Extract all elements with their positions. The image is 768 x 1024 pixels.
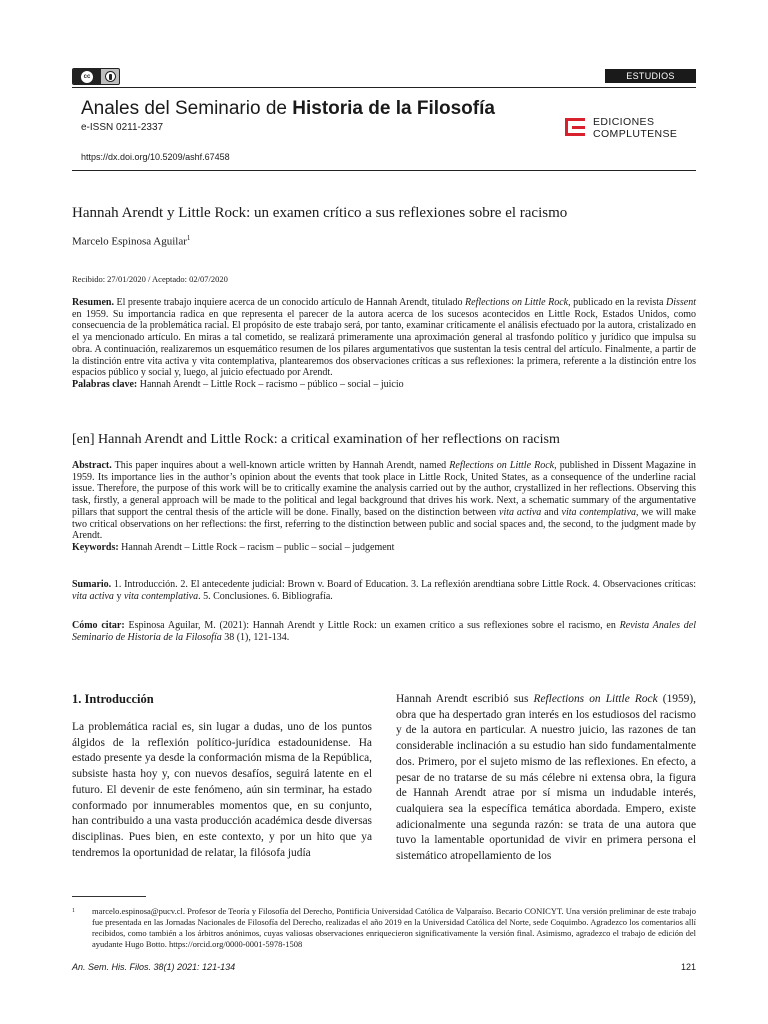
publisher-logo-icon <box>565 118 585 138</box>
footer-citation: An. Sem. His. Filos. 38(1) 2021: 121-134 <box>72 962 236 972</box>
section-tag: ESTUDIOS <box>605 69 696 83</box>
footnote-text: marcelo.espinosa@pucv.cl. Profesor de Teoría y Filosofía del Derecho, Pontificia Universidad Católica de Valparaíso. Becario CONICYT. Una versión preliminar de este trabajo fue presentada en las Jornadas Nacionales de Filosofía del Derecho, realizadas el año 2019 en la Universidad Católica del Norte, sede Coquimbo. Agradezco los comentarios allí recibidos, como también a los árbitros anónimos, cuyas valiosas observaciones enriquecieron significativamente la versión final. Asimismo, agradezco el trabajo de edición del ayudante Hugo Botto. https://orcid.org/0000-0001-5978-1508 <box>92 906 696 949</box>
publisher <box>565 116 677 140</box>
footnote <box>72 906 696 950</box>
dates: Recibido: 27/01/2020 / Aceptado: 02/07/2020 <box>72 274 228 284</box>
english-title: [en] Hannah Arendt and Little Rock: a critical examination of her reflections on racism <box>72 432 560 447</box>
journal-header <box>72 87 696 171</box>
footnote-number: 1 <box>72 908 75 914</box>
footnote-rule <box>72 896 146 897</box>
abstract: Abstract. This paper inquires about a well-known article written by Hannah Arendt, named Reflections on Little Rock, published in Dissent Magazine in 1959. Its importance lies in the author’s opinion about the events that took place in Little Rock, United States, as a consequence of the underline racial issue. Therefore, the purpose of this work will be to critically examine the analysis carried out by the author, crystallized in her reflections. Observing this task, firstly, a general approach will be made to the political and legal background that drives his work. Next, a schematic summary of the argumentative pillars that support the central thesis of the article will be done. Finally, based on the distinction between vita activa and vita contemplativa, we will make two critical observations on her reflections: the first, referring to the distinction between public and social spaces and, the second, to the judgment made by Arendt. Keywords: Hannah Arendt – Little Rock – racism – public – social – judgement <box>72 460 696 553</box>
by-icon <box>105 71 116 82</box>
resumen: Resumen. El presente trabajo inquiere acerca de un conocido artículo de Hannah Arendt, titulado Reflections on Little Rock, publicado en la revista Dissent en 1959. Su importancia radica en que representa el parecer de la autora acerca de los sucesos acontecidos en Little Rock, Estados Unidos, como consecuencia de la problemática racial. El propósito de este trabajo será, por tanto, examinar críticamente el análisis efectuado por la autora, cristalizado en el ya mencionado artículo. En miras a tal cometido, se realizará primeramente una aproximación general al trasfondo político y jurídico que impulsa su obra. A continuación, realizaremos un esquemático resumen de los pilares argumentativos que sustentan la tesis central del artículo. Finalmente, a partir de la distinción entre vita activa y vita contemplativa, plantearemos dos observaciones críticas a sus reflexiones: la primera, referente a la distinción entre los espacios público y social y, luego, al juicio efectuado por Arendt. Palabras clave: Hannah Arendt – Little Rock – racismo – público – social – juicio <box>72 297 696 390</box>
cc-icon: cc <box>73 69 101 84</box>
journal-title: Anales del Seminario de Historia de la Filosofía <box>81 98 495 119</box>
issn: e-ISSN 0211-2337 <box>81 122 164 133</box>
doi-link[interactable]: https://dx.doi.org/10.5209/ashf.67458 <box>81 152 230 162</box>
how-to-cite: Cómo citar: Espinosa Aguilar, M. (2021): Hannah Arendt y Little Rock: un examen crítico a sus reflexiones sobre el racismo, en Revista Anales del Seminario de Historia de la Filosofía 38 (1), 121-134. <box>72 620 696 643</box>
section-heading: 1. Introducción <box>72 692 154 706</box>
cc-license-badge[interactable] <box>72 68 120 85</box>
body-column-right: Hannah Arendt escribió sus Reflections on Little Rock (1959), obra que ha despertado gran interés en los estudiosos del racismo y de la autora en particular. A nuestro juicio, las razones de tan considerable inclinación a su estudio han sido fundamentalmente dos. Primero, por el sujeto mismo de las reflexiones. En efecto, a pesar de no tratarse de su más célebre ni extensa obra, la figura de Hannah Arendt atrae por sí misma un indudable interés, cualquiera sea la específica temática abordada. Empero, existe adicionalmente una segunda razón: se trata de una autora que tuvo la lamentable oportunidad de vivir en primera persona el sistemático atropellamiento de los <box>396 693 696 863</box>
publisher-name: EDICIONES COMPLUTENSE <box>593 116 678 140</box>
body-column-left: La problemática racial es, sin lugar a dudas, uno de los puntos álgidos de la reflexión político-jurídica estadounidense. Ha estado presente ya desde la conformación misma de la República, subsiste hasta hoy y, con nuevos desafíos, seguirá latente en el futuro. El devenir de este fenómeno, aún sin terminar, ha estado conformado por innumerables momentos que, en su conjunto, han contribuido a una vasta producción académica desde diversas disciplinas. Pues bien, en este contexto, y por un hito que ya tendremos la oportunidad de relatar, la filósofa judía <box>72 721 372 859</box>
sumario: Sumario. 1. Introducción. 2. El antecedente judicial: Brown v. Board of Education. 3. La reflexión arendtiana sobre Little Rock. 4. Observaciones críticas: vita activa y vita contemplativa. 5. Conclusiones. 6. Bibliografía. <box>72 579 696 602</box>
page-number: 121 <box>680 962 696 972</box>
article-title: Hannah Arendt y Little Rock: un examen crítico a sus reflexiones sobre el racismo <box>72 205 568 221</box>
author: Marcelo Espinosa Aguilar$^1$ <box>72 234 191 248</box>
